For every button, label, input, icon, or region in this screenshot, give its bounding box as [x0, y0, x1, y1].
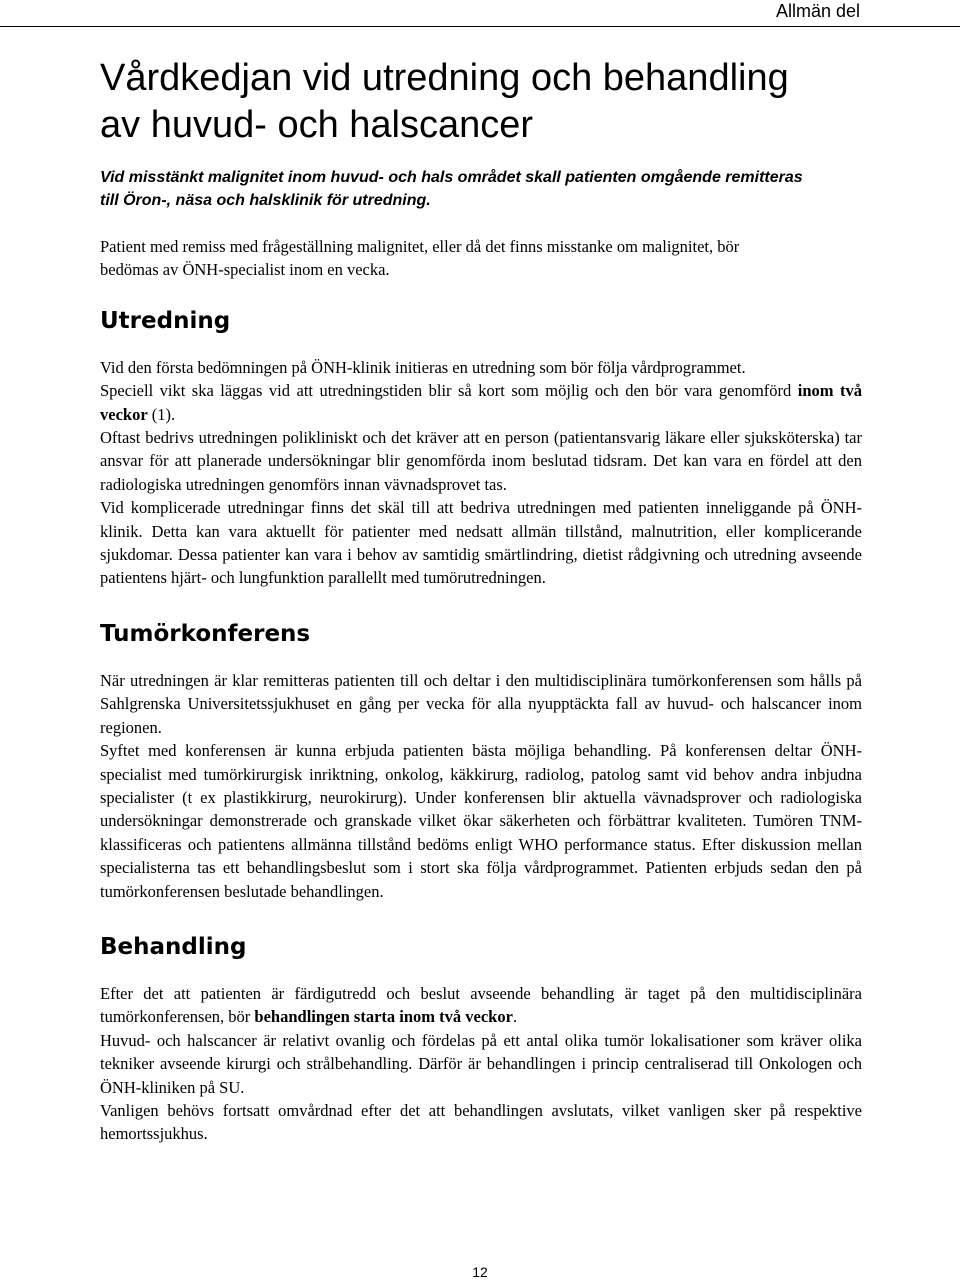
page-content — [100, 55, 862, 1146]
page-number: 12 — [472, 1264, 488, 1280]
utredning-p2-emphasis: inom två veckor — [100, 381, 863, 424]
heading-utredning: Utredning — [100, 307, 231, 334]
utredning-paragraph-4: Vid komplicerade utredningar finns det skäl till att bedriva utredningen med patienten inneliggande på ÖNH-klinik. Detta kan vara aktuellt för patienter med nedsatt allmän tillstånd, malnutrition, eller komplicerande sjukdomar. Dessa patienter kan vara i behov av samtidig smärtlindring, dietist rådgivning och utredning avseende patientens hjärt- och lungfunktion parallellt med tumörutredningen. — [100, 498, 862, 588]
section-label: Allmän del — [775, 1, 860, 21]
lead-line-1: Vid misstänkt malignitet inom huvud- och hals området skall patienten omgående remitteras — [100, 169, 803, 186]
behandling-p1-text: Efter det att patienten är färdigutredd och beslut avseende behandling är taget på den multidisciplinära tumörkonferensen, bör — [100, 983, 862, 1027]
utredning-paragraph-1: Vid den första bedömningen på ÖNH-klinik initieras en utredning som bör följa vårdprogrammet. — [100, 357, 746, 377]
heading-tumorkonferens: Tumörkonferens — [100, 620, 311, 647]
intro-paragraph — [100, 235, 862, 282]
behandling-paragraph-1 — [100, 982, 862, 1029]
title-line-1: Vårdkedjan vid utredning och behandling — [100, 57, 789, 99]
title-line-2: av huvud- och halscancer — [100, 104, 534, 146]
lead-paragraph — [100, 166, 862, 212]
tumorkonferens-paragraph-1: När utredningen är klar remitteras patienten till och deltar i den multidisciplinära tumörkonferensen som hålls på Sahlgrenska Universitetssjukhuset en gång per vecka för alla nyupptäckta fall av huvud- och halscancer inom regionen. — [100, 670, 862, 737]
tumorkonferens-paragraph-2: Syftet med konferensen är kunna erbjuda patienten bästa möjliga behandling. På konferensen deltar ÖNH-specialist med tumörkirurgisk inriktning, onkolog, käkkirurg, radiolog, patolog samt vid behov andra inbjudna specialister (t ex plastikkirurg, neurokirurg). Under konferensen blir aktuella vävnadsprover och radiologiska undersökningar demonstrerade och granskade vilket ökar säkerheten och förbättrar kvaliteten. Tumören TNM- klassificeras och patientens allmänna tillstånd bedöms enligt WHO performance status. Efter diskussion mellan specialisterna tas ett behandlingsbeslut som i stort ska följa vårdprogrammet. Patienten erbjuds sedan den på tumörkonferensen beslutade behandlingen. — [100, 741, 862, 901]
utredning-p2-text: Speciell vikt ska läggas vid att utredningstiden blir så kort som möjlig och den bör vara genomförd — [100, 381, 792, 401]
utredning-paragraph-2 — [100, 379, 862, 426]
behandling-p1-emphasis: behandlingen starta inom två veckor — [254, 1007, 513, 1027]
intro-line-2: bedömas av ÖNH-specialist inom en vecka. — [100, 260, 390, 280]
utredning-paragraph-3: Oftast bedrivs utredningen polikliniskt och det kräver att en person (patientansvarig läkare eller sjuksköterska) tar ansvar för att planerade undersökningar blir genomförda inom beslutad tidsram. Det kan vara en fördel att den radiologiska utredningen genomförs innan vävnadsprovet tas. — [100, 428, 862, 494]
utredning-p2-reference: (1). — [147, 404, 176, 424]
header-divider — [0, 26, 960, 27]
behandling-paragraph-2: Huvud- och halscancer är relativt ovanlig och fördelas på ett antal olika tumör lokalisationer som kräver olika tekniker avseende kirurgi och strålbehandling. Därför är behandlingen i princip centraliserad till Onkologen och ÖNH-kliniken på SU. — [100, 1030, 862, 1097]
heading-behandling: Behandling — [100, 933, 247, 960]
behandling-paragraph-3: Vanligen behövs fortsatt omvårdnad efter det att behandlingen avslutats, vilket vanligen sker på respektive hemortssjukhus. — [100, 1100, 862, 1144]
behandling-p1-end: . — [512, 1007, 518, 1027]
intro-line-1: Patient med remiss med frågeställning malignitet, eller då det finns misstanke om malignitet, bör — [100, 237, 740, 256]
page-title — [100, 55, 862, 149]
lead-line-2: till Öron-, näsa och halsklinik för utredning. — [100, 192, 431, 209]
